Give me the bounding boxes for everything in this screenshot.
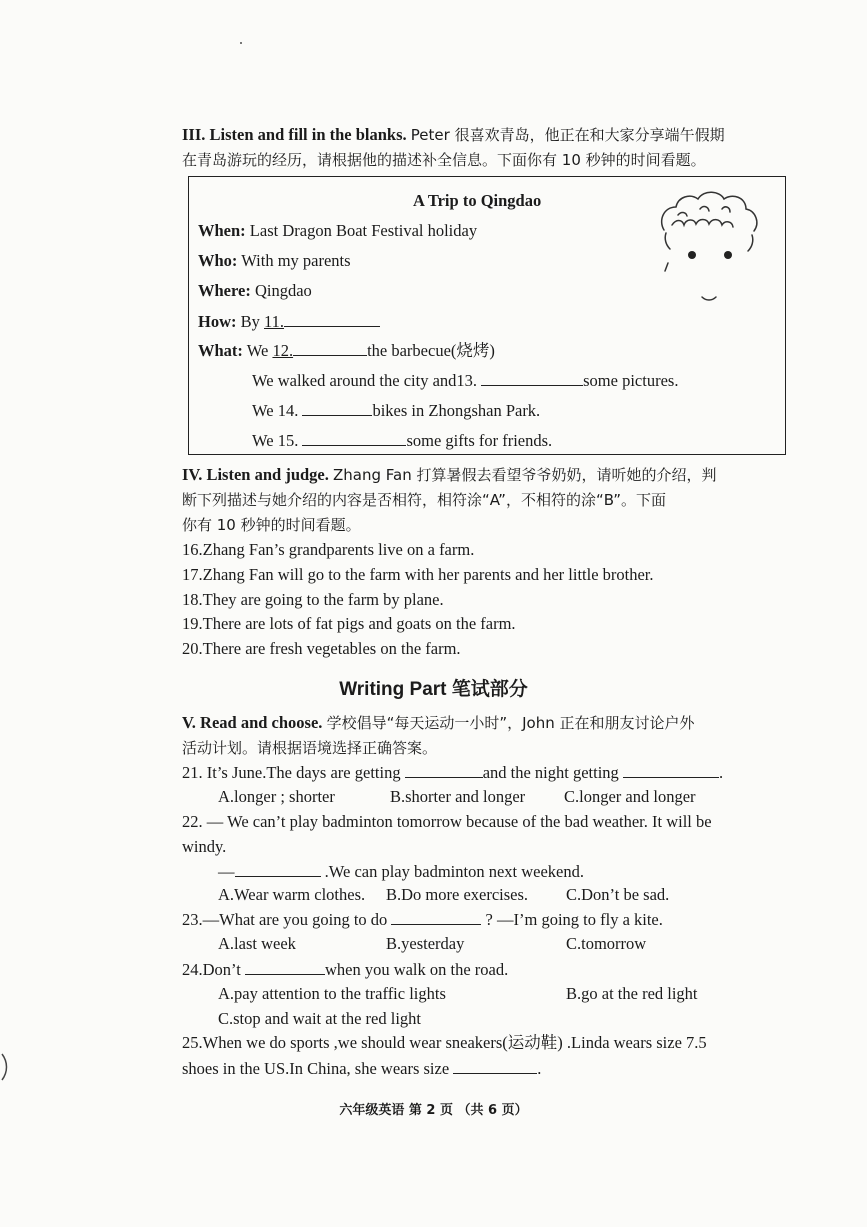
line2-b: some pictures. bbox=[583, 371, 679, 390]
when-value: Last Dragon Boat Festival holiday bbox=[249, 221, 478, 240]
q23-option-c[interactable]: C.tomorrow bbox=[566, 934, 647, 953]
box-title: A Trip to Qingdao bbox=[413, 191, 542, 210]
q11-number: 11. bbox=[264, 312, 285, 331]
q22-dash: — bbox=[218, 862, 235, 881]
q23-options bbox=[218, 933, 646, 955]
q21-option-c[interactable]: C.longer and longer bbox=[564, 787, 696, 806]
box-when-row bbox=[198, 220, 477, 242]
judge-item-18: 18.They are going to the farm by plane. bbox=[182, 590, 444, 609]
q22-stem-line2: windy. bbox=[182, 837, 227, 856]
writing-part-title: Writing Part bbox=[339, 679, 447, 700]
writing-part-heading bbox=[0, 674, 867, 701]
q23-blank[interactable] bbox=[391, 908, 481, 925]
q24-option-b[interactable]: B.go at the red light bbox=[566, 984, 698, 1003]
line4-b: some gifts for friends. bbox=[406, 431, 553, 450]
section5-instruction-line1 bbox=[182, 712, 695, 734]
q23-stem bbox=[182, 908, 663, 931]
line3-b: bikes in Zhongshan Park. bbox=[372, 401, 541, 420]
box-line4 bbox=[252, 429, 552, 452]
what-we: We bbox=[246, 341, 269, 360]
writing-part-title-cn: 笔试部分 bbox=[451, 679, 528, 700]
q21-end: . bbox=[718, 763, 724, 782]
section5-instruction-a: 学校倡导“每天运动一小时”，John 正在和朋友讨论户外 bbox=[326, 714, 695, 732]
q22-option-c[interactable]: C.Don’t be sad. bbox=[566, 885, 670, 904]
q12-blank[interactable] bbox=[293, 339, 367, 356]
q24-stem bbox=[182, 958, 508, 981]
judge-item-20: 20.There are fresh vegetables on the farm. bbox=[182, 639, 461, 658]
who-label: Who: bbox=[198, 251, 238, 270]
q23-text-b: ? —I’m going to fly a kite. bbox=[485, 910, 663, 929]
q25-end: . bbox=[537, 1059, 542, 1078]
where-label: Where: bbox=[198, 281, 251, 300]
section4-instruction-a: Zhang Fan 打算暑假去看望爷爷奶奶，请听她的介绍，判 bbox=[333, 466, 717, 484]
what-label: What: bbox=[198, 341, 243, 360]
q21-blank-2[interactable] bbox=[623, 761, 719, 778]
q24-blank[interactable] bbox=[245, 958, 325, 975]
box-what-row bbox=[198, 339, 495, 362]
where-value: Qingdao bbox=[254, 281, 312, 300]
judge-item-17: 17.Zhang Fan will go to the farm with her parents and her little brother. bbox=[182, 565, 654, 584]
q22-option-a[interactable]: A.Wear warm clothes. bbox=[218, 885, 366, 904]
q25-text-b: shoes in the US.In China, she wears size bbox=[182, 1059, 450, 1078]
left-eye-icon bbox=[688, 251, 696, 259]
scan-speck bbox=[240, 42, 242, 44]
q21-option-b[interactable]: B.shorter and longer bbox=[390, 787, 526, 806]
section4-heading: IV. Listen and judge. bbox=[182, 465, 329, 484]
when-label: When: bbox=[198, 221, 246, 240]
q22-options bbox=[218, 884, 669, 906]
q21-text-b: and the night getting bbox=[482, 763, 619, 782]
q24-options-row1 bbox=[218, 983, 698, 1005]
page-footer: 六年级英语 第 2 页 （共 6 页） bbox=[339, 1103, 528, 1118]
q24-text-a: 24.Don’t bbox=[182, 960, 241, 979]
q22-option-b[interactable]: B.Do more exercises. bbox=[386, 885, 529, 904]
judge-item-16: 16.Zhang Fan’s grandparents live on a farm. bbox=[182, 540, 475, 559]
section3-instruction-line1 bbox=[182, 124, 725, 146]
section5-heading: V. Read and choose. bbox=[182, 713, 323, 732]
q21-options bbox=[218, 786, 696, 808]
q24-option-c[interactable]: C.stop and wait at the red light bbox=[218, 1009, 422, 1028]
q14-blank[interactable] bbox=[302, 399, 372, 416]
right-eye-icon bbox=[724, 251, 732, 259]
how-value: By bbox=[240, 312, 260, 331]
q12-number: 12. bbox=[272, 341, 294, 360]
section4-instruction-line1 bbox=[182, 464, 717, 486]
section5-instruction-b: 活动计划。请根据语境选择正确答案。 bbox=[182, 739, 438, 757]
judge-item-19: 19.There are lots of fat pigs and goats on the farm. bbox=[182, 614, 516, 633]
q22-blank[interactable] bbox=[235, 860, 321, 877]
line2-a: We walked around the city and13. bbox=[252, 371, 478, 390]
line4-a: We 15. bbox=[252, 431, 299, 450]
line3-a: We 14. bbox=[252, 401, 299, 420]
q21-text-a: 21. It’s June.The days are getting bbox=[182, 763, 401, 782]
q22-stem-line1: 22. — We can’t play badminton tomorrow because of the bad weather. It will be bbox=[182, 812, 712, 831]
how-label: How: bbox=[198, 312, 237, 331]
q22-text-c: .We can play badminton next weekend. bbox=[324, 862, 585, 881]
q25-blank[interactable] bbox=[453, 1057, 537, 1074]
section3-heading: III. Listen and fill in the blanks. bbox=[182, 125, 407, 144]
q15-blank[interactable] bbox=[302, 429, 406, 446]
box-who-row bbox=[198, 250, 351, 272]
section4-instruction-c: 你有 10 秒钟的时间看题。 bbox=[182, 516, 361, 534]
who-value: With my parents bbox=[241, 251, 351, 270]
q21-option-a[interactable]: A.longer ; shorter bbox=[218, 787, 335, 806]
what-line1-rest: the barbecue(烧烤) bbox=[367, 341, 495, 360]
boy-face-illustration bbox=[652, 185, 772, 315]
box-line3 bbox=[252, 399, 540, 422]
box-line2 bbox=[252, 369, 678, 392]
q25-stem-line1: 25.When we do sports ,we should wear sneakers(运动鞋) .Linda wears size 7.5 bbox=[182, 1033, 707, 1052]
section3-instruction-b: 在青岛游玩的经历，请根据他的描述补全信息。下面你有 10 秒钟的时间看题。 bbox=[182, 151, 706, 169]
q24-options-row2 bbox=[218, 1008, 421, 1030]
q25-stem-line2 bbox=[182, 1057, 541, 1080]
q23-text-a: 23.—What are you going to do bbox=[182, 910, 388, 929]
q24-text-b: when you walk on the road. bbox=[324, 960, 509, 979]
q21-stem bbox=[182, 761, 723, 784]
q23-option-b[interactable]: B.yesterday bbox=[386, 934, 465, 953]
box-how-row bbox=[198, 310, 380, 333]
q11-blank[interactable] bbox=[284, 310, 380, 327]
box-where-row bbox=[198, 280, 312, 302]
section4-instruction-b: 断下列描述与她介绍的内容是否相符，相符涂“A”，不相符的涂“B”。下面 bbox=[182, 491, 666, 509]
q21-blank-1[interactable] bbox=[405, 761, 483, 778]
q24-option-a[interactable]: A.pay attention to the traffic lights bbox=[218, 984, 446, 1003]
section3-instruction-a: Peter 很喜欢青岛，他正在和大家分享端午假期 bbox=[410, 126, 725, 144]
q22-answer-line bbox=[218, 860, 584, 883]
scan-edge-mark bbox=[0, 1052, 10, 1082]
q13-blank[interactable] bbox=[481, 369, 583, 386]
q23-option-a[interactable]: A.last week bbox=[218, 934, 296, 953]
